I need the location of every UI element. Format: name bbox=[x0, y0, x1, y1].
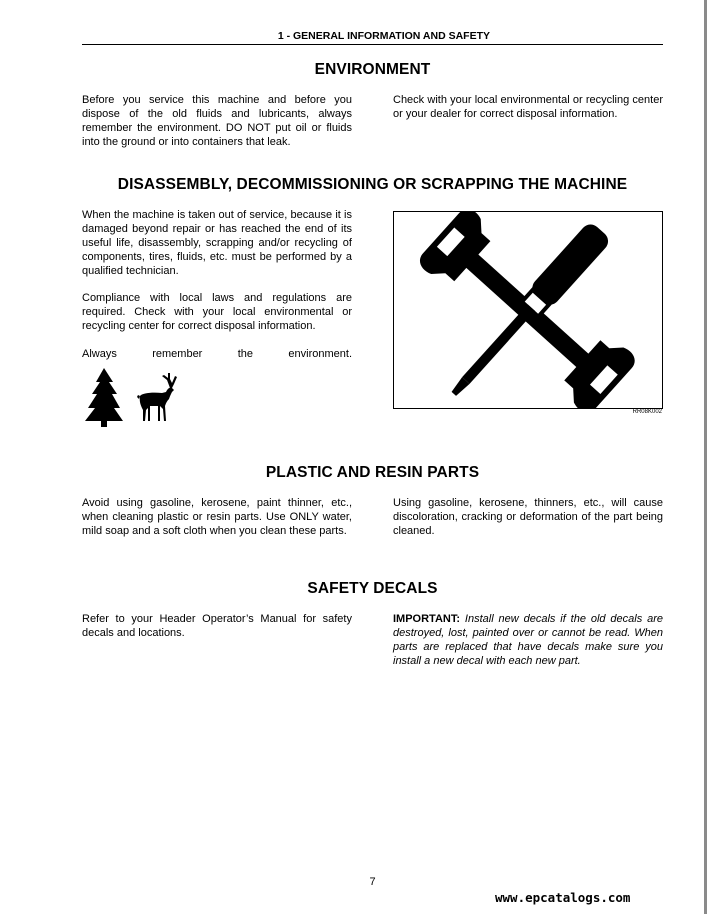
running-header bbox=[82, 30, 662, 42]
disassembly-para-2: Compliance with local laws and regulations are required. Check with your local environmental or recycling center for correct disposal information. bbox=[82, 292, 352, 332]
environment-right-text: Check with your local environmental or recycling center or your dealer for correct disposal information. bbox=[393, 94, 663, 120]
header-rule bbox=[82, 44, 663, 45]
wrench-screwdriver-icon bbox=[394, 212, 662, 408]
disassembly-para-1: When the machine is taken out of service, because it is damaged beyond repair or has reached the end of its useful life, disassembly, scrapping and/or recycling of components, tires, fluids, etc. must be performed by a qualified technician. bbox=[82, 209, 352, 277]
page-number: 7 bbox=[369, 876, 376, 888]
environment-left-text: Before you service this machine and before you dispose of the old fluids and lubricants, always remember the environment. DO NOT put oil or fluids into the ground or into containers that leak. bbox=[82, 94, 352, 148]
disassembly-para-3: Always remember the environment. bbox=[82, 348, 352, 360]
tree-and-deer-icon bbox=[82, 366, 177, 428]
running-header-text: 1 - GENERAL INFORMATION AND SAFETY bbox=[277, 30, 490, 42]
plastic-heading: PLASTIC AND RESIN PARTS bbox=[265, 464, 480, 481]
important-label: IMPORTANT: bbox=[393, 613, 461, 625]
watermark: www.epcatalogs.com bbox=[495, 890, 631, 905]
plastic-right-text: Using gasoline, kerosene, thinners, etc., will cause discoloration, cracking or deformation of the part being cleaned. bbox=[393, 497, 663, 537]
plastic-left-text: Avoid using gasoline, kerosene, paint thinner, etc., when cleaning plastic or resin parts. Use ONLY water, mild soap and a soft cloth when you clean these parts. bbox=[82, 497, 352, 537]
decals-left-text: Refer to your Header Operator’s Manual for safety decals and locations. bbox=[82, 613, 352, 639]
disassembly-heading: DISASSEMBLY, DECOMMISSIONING OR SCRAPPING THE MACHINE bbox=[117, 176, 628, 193]
environment-heading: ENVIRONMENT bbox=[314, 61, 431, 78]
important-text: Install new decals if the old decals are destroyed, lost, painted over or cannot be read. When parts are replaced that have decals make sure you install a new decal with each new part. bbox=[393, 613, 663, 667]
decals-heading: SAFETY DECALS bbox=[307, 580, 438, 597]
tools-illustration bbox=[393, 211, 663, 409]
figure-caption: RR08K002 bbox=[632, 409, 662, 415]
decals-important-note bbox=[393, 612, 663, 668]
